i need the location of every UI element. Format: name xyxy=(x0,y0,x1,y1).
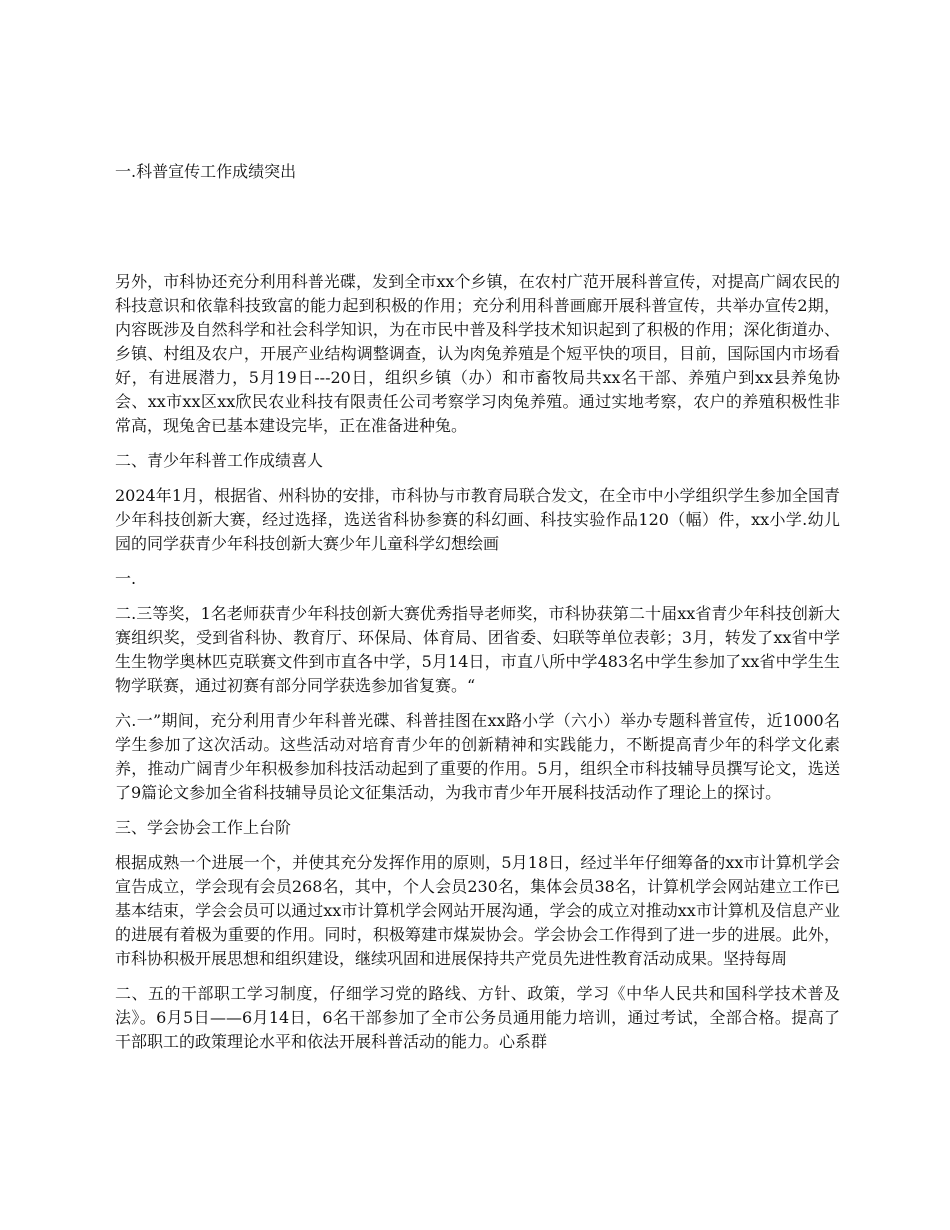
paragraph-awards: 二.三等奖，1名老师获青少年科技创新大赛优秀指导老师奖，市科协获第二十届xx省青少年科技创新大赛组织奖，受到省科协、教育厅、环保局、体育局、团省委、妇联等单位表彰；3月，转发了xx省中学生生物学奥林匹克联赛文件到市直各中学，5月14日，市直八所中学483名中学生参加了xx省中学生生物学联赛，通过初赛有部分同学获选参加省复赛。“ xyxy=(115,604,840,695)
paragraph-rural-publicity: 另外，市科协还充分利用科普光碟，发到全市xx个乡镇，在农村广范开展科普宣传，对提高广阔农民的科技意识和依靠科技致富的能力起到积极的作用；充分利用科普画廊开展科普宣传，共举办宣传2期，内容既涉及自然科学和社会科学知识，为在市民中普及科学技术知识起到了积极的作用；深化街道办、乡镇、村组及农户，开展产业结构调整调查，认为肉兔养殖是个短平快的项目，目前，国际国内市场看好，有进展潜力，5月19日---20日，组织乡镇（办）和市畜牧局共xx名干部、养殖户到xx县养兔协会、xx市xx区xx欣民农业科技有限责任公司考察学习肉兔养殖。通过实地考察，农户的养殖积极性非常高，现兔舍已基本建设完毕，正在准备进种兔。 xyxy=(115,272,840,435)
section-heading-youth-science: 二、青少年科普工作成绩喜人 xyxy=(115,451,324,470)
paragraph-fragment-one: 一. xyxy=(115,569,137,588)
section-heading-science-publicity: 一.科普宣传工作成绩突出 xyxy=(115,162,297,181)
document-body xyxy=(115,270,840,1065)
paragraph-staff-study: 二、五的干部职工学习制度，仔细学习党的路线、方针、政策，学习《中华人民共和国科学技术普及法》。6月5日——6月14日，6名干部参加了全市公务员通用能力培训，通过考试，全部合格。提高了干部职工的政策理论水平和依法开展科普活动的能力。心系群 xyxy=(115,984,840,1051)
paragraph-youth-contest: 2024年1月，根据省、州科协的安排，市科协与市教育局联合发文，在全市中小学组织学生参加全国青少年科技创新大赛，经过选择，选送省科协参赛的科幻画、科技实验作品120（幅）件，xx小学.幼儿园的同学获青少年科技创新大赛少年儿童科学幻想绘画 xyxy=(115,486,840,553)
paragraph-computer-society: 根据成熟一个进展一个，并使其充分发挥作用的原则，5月18日，经过半年仔细筹备的xx市计算机学会宣告成立，学会现有会员268名，其中，个人会员230名，集体会员38名，计算机学会网站建立工作已基本结束，学会会员可以通过xx市计算机学会网站开展沟通，学会的成立对推动xx市计算机及信息产业的进展有着极为重要的作用。同时，积极筹建市煤炭协会。学会协会工作得到了进一步的进展。此外，市科协积极开展思想和组织建设，继续巩固和进展保持共产党员先进性教育活动成果。坚持每周 xyxy=(115,853,840,968)
section-heading-societies: 三、学会协会工作上台阶 xyxy=(115,818,292,837)
paragraph-childrens-day: 六.一”期间，充分利用青少年科普光碟、科普挂图在xx路小学（六小）举办专题科普宣传，近1000名学生参加了这次活动。这些活动对培育青少年的创新精神和实践能力，不断提高青少年的科学文化素养，推动广阔青少年积极参加科技活动起到了重要的作用。5月，组织全市科技辅导员撰写论文，选送了9篇论文参加全省科技辅导员论文征集活动，为我市青少年开展科技活动作了理论上的探讨。 xyxy=(115,711,840,802)
